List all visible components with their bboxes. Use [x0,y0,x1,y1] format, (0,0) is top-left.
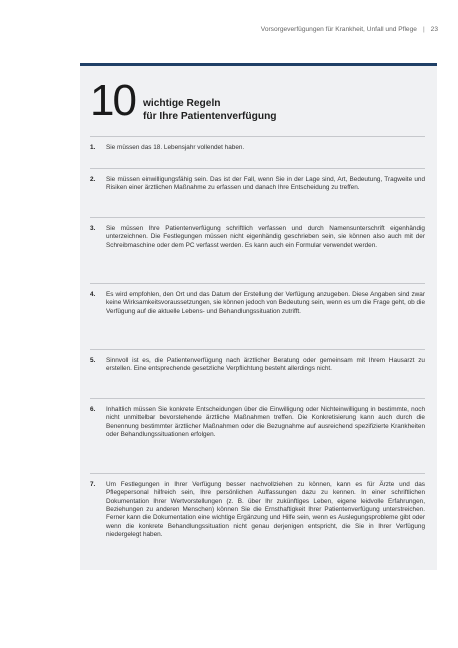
rule-item [90,217,425,283]
rule-text: Sinnvoll ist es, die Patientenverfügung nach ärztlicher Beratung oder gemeinsam mit Ihrem Hausarzt zu erstellen. Eine entsprechende gesetzliche Verpflichtung besteht allerdings nicht. [106,357,425,373]
rule-text: Inhaltlich müssen Sie konkrete Entscheidungen über die Einwilligung oder Nichteinwilligung in bestimmte, noch nicht unmittelbar bevorstehende ärztliche Maßnahmen treffen. Die Konkretisierung kann auch durch die Benennung bestimmter ärztlicher Maßnahmen oder die Bezugnahme auf ausreichend spezifizierte Krankheiten oder Behandlungssituationen erfolgen. [106,406,425,439]
rule-item [90,349,425,398]
heading-title-line1: wichtige Regeln [142,98,221,109]
running-head-section: Vorsorgeverfügungen für Krankheit, Unfall und Pflege [260,26,417,33]
heading-title-line2: für Ihre Patientenverfügung [142,110,277,122]
rule-text: Sie müssen das 18. Lebensjahr vollendet haben. [106,144,245,151]
rule-item [90,136,425,168]
heading-number: 10 [90,76,135,125]
rule-text: Es wird empfohlen, den Ort und das Datum der Erstellung der Verfügung anzugeben. Diese Angaben sind zwar keine Wirksamkeitsvoraussetzungen, sie können jedoch von Bedeutung sein, wenn es um die Frage geht, ob die Verfügung auf die aktuelle Lebens- und Behandlungssituation zutrifft. [106,291,426,315]
rule-item [90,283,425,349]
running-head [261,26,438,33]
rule-number: 6. [90,406,96,413]
rule-number: 1. [90,144,96,151]
rule-item [90,398,425,473]
rules-list [90,136,425,589]
rules-box [80,63,437,570]
box-heading [90,76,277,125]
page-number: 23 [430,26,438,33]
rule-number: 2. [90,176,96,183]
rule-text: Um Festlegungen in Ihrer Verfügung besser nachvollziehen zu können, kann es für Ärzte und das Pflegepersonal hilfreich sein, Ihre persönlichen Auffassungen dazu zu kennen. In einer schriftlichen Dokumentation Ihrer Wertvorstellungen (z. B. über Ihr zukünftiges Leben, eigene leidvolle Erfahrungen, Beziehungen zu anderen Menschen) können Sie die Ernsthaftigkeit Ihrer Patientenverfügung unterstreichen. Ferner kann die Dokumentation eine wichtige Ergänzung und Hilfe sein, wenn es Auslegungsprobleme gibt oder wenn die konkrete Behandlungssituation nicht genau derjenigen entspricht, die Sie in Ihrer Verfügung niedergelegt haben. [106,481,425,539]
heading-title [143,98,277,123]
rule-number: 3. [90,225,96,232]
rule-number: 7. [90,481,96,488]
rule-text: Sie müssen einwilligungsfähig sein. Das ist der Fall, wenn Sie in der Lage sind, Art, Bedeutung, Tragweite und Risiken einer ärztlichen Maßnahme zu erfassen und danach Ihre Entscheidung zu treffen. [106,176,425,192]
running-head-separator: | [422,26,425,33]
rule-item [90,473,425,589]
rule-number: 4. [90,291,96,298]
rule-item [90,168,425,217]
rule-number: 5. [90,357,96,364]
rule-text: Sie müssen Ihre Patientenverfügung schriftlich verfassen und durch Namensunterschrift eigenhändig unterzeichnen. Die Festlegungen müssen nicht eigenhändig geschrieben sein, sie können also auch mit der Schreibmaschine oder dem PC verfasst werden. Es kann auch ein Formular verwendet werden. [106,225,425,249]
